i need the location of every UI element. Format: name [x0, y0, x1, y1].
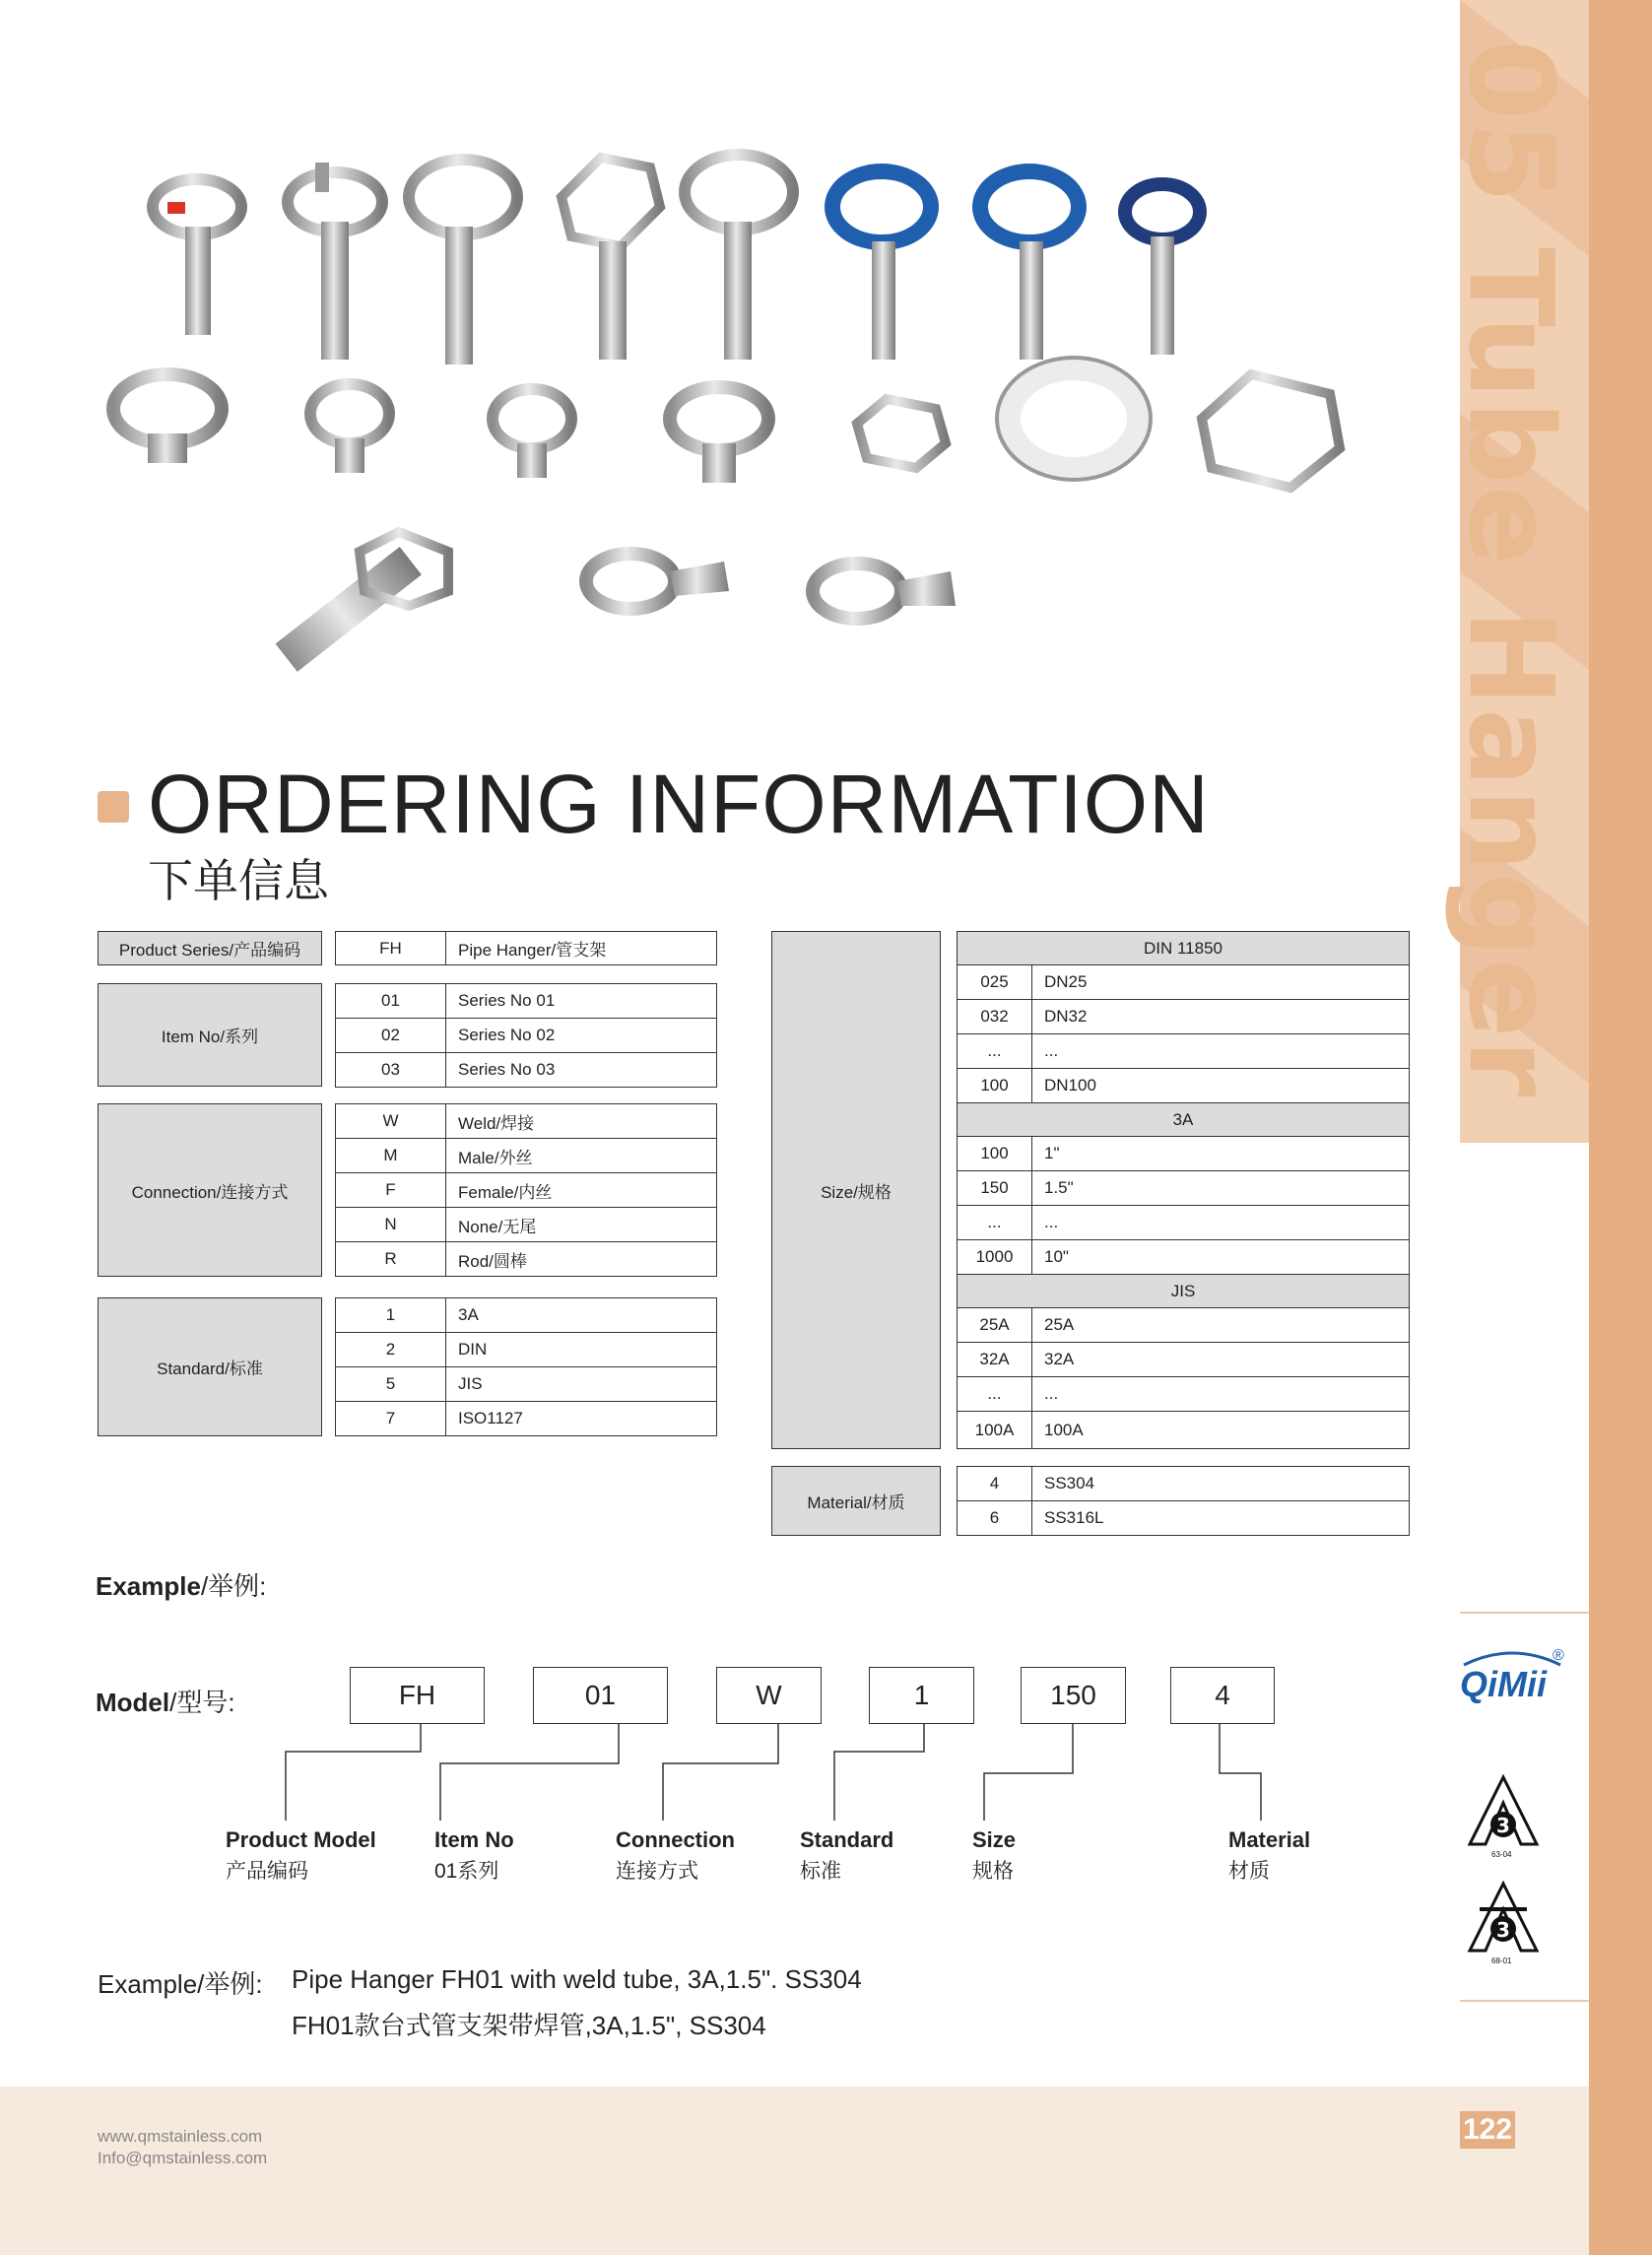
page-title: ORDERING INFORMATION	[148, 758, 1210, 850]
size-label: Size/规格	[771, 931, 941, 1449]
table-desc-cell: None/无尾	[445, 1207, 717, 1242]
table-code-cell: 032	[957, 999, 1032, 1034]
model-box-item: 01	[533, 1667, 668, 1724]
product-image	[310, 384, 389, 473]
product-image	[113, 374, 222, 463]
divider	[1460, 1612, 1589, 1614]
table-code-cell: R	[335, 1241, 446, 1277]
example-line-en: Pipe Hanger FH01 with weld tube, 3A,1.5". SS304	[292, 1964, 862, 1994]
footer-email[interactable]: Info@qmstainless.com	[98, 2149, 268, 2167]
product-image	[980, 171, 1079, 360]
table-code-cell: 03	[335, 1052, 446, 1088]
brand-logo: QiMii ®	[1460, 1647, 1564, 1704]
table-desc-cell: DN100	[1031, 1068, 1410, 1103]
caption-item-no: Item No 01系列	[434, 1827, 514, 1883]
product-photo-gallery	[89, 138, 1409, 690]
product-image	[685, 155, 793, 360]
product-image	[153, 179, 241, 335]
page-number: 122	[1460, 2111, 1515, 2149]
model-box-size: 150	[1021, 1667, 1126, 1724]
product-image	[276, 532, 448, 672]
table-code-cell: 32A	[957, 1342, 1032, 1377]
table-desc-cell: DN32	[1031, 999, 1410, 1034]
table-code-cell: N	[335, 1207, 446, 1242]
table-desc-cell: DN25	[1031, 964, 1410, 1000]
model-box-connection: W	[716, 1667, 822, 1724]
model-title: Model/型号:	[96, 1688, 235, 1717]
table-desc-cell: SS304	[1031, 1466, 1410, 1501]
product-image	[409, 160, 517, 365]
table-desc-cell: DIN	[445, 1332, 717, 1367]
example-label: Example/举例:	[98, 1969, 263, 1999]
heading-bullet	[98, 791, 129, 823]
table-desc-cell: Female/内丝	[445, 1172, 717, 1208]
connector-lines	[0, 1724, 1379, 1823]
table-desc-cell: 3A	[445, 1297, 717, 1333]
caption-standard: Standard 标准	[800, 1827, 894, 1883]
table-code-cell: W	[335, 1103, 446, 1139]
product-image	[857, 399, 946, 468]
table-code-cell: 1	[335, 1297, 446, 1333]
table-code-cell: 5	[335, 1366, 446, 1402]
example-line-zh: FH01款台式管支架带焊管,3A,1.5", SS304	[292, 2011, 766, 2040]
product-image	[288, 163, 382, 360]
table-desc-cell: ...	[1031, 1205, 1410, 1240]
3a-cert-icon: 3 63-04	[1464, 1773, 1543, 1862]
table-code-cell: 02	[335, 1018, 446, 1053]
caption-size: Size 规格	[972, 1827, 1017, 1883]
table-desc-cell: JIS	[445, 1366, 717, 1402]
table-code-cell: 100	[957, 1136, 1032, 1171]
table-desc-cell: 100A	[1031, 1411, 1410, 1449]
table-code-cell: 7	[335, 1401, 446, 1436]
product-image	[562, 158, 660, 360]
table-code-cell: ...	[957, 1205, 1032, 1240]
table-code-cell: 25A	[957, 1307, 1032, 1343]
svg-text:3: 3	[1496, 1918, 1510, 1942]
table-code-cell: 100	[957, 1068, 1032, 1103]
caption-connection: Connection 连接方式	[616, 1827, 735, 1883]
table-code-cell: 150	[957, 1170, 1032, 1206]
jis-header: JIS	[957, 1274, 1410, 1308]
table-code-cell: 025	[957, 964, 1032, 1000]
material-label: Material/材质	[771, 1466, 941, 1536]
series-code: FH	[335, 931, 446, 965]
table-code-cell: 1000	[957, 1239, 1032, 1275]
table-desc-cell: 1"	[1031, 1136, 1410, 1171]
footer-website[interactable]: www.qmstainless.com	[98, 2127, 263, 2146]
table-desc-cell: ...	[1031, 1376, 1410, 1412]
table-desc-cell: ...	[1031, 1033, 1410, 1069]
table-desc-cell: Weld/焊接	[445, 1103, 717, 1139]
model-box-standard: 1	[869, 1667, 974, 1724]
table-code-cell: 6	[957, 1500, 1032, 1536]
caption-material: Material 材质	[1228, 1827, 1311, 1883]
table-desc-cell: 10"	[1031, 1239, 1410, 1275]
connection-label: Connection/连接方式	[98, 1103, 322, 1277]
caption-product-model: Product Model 产品编码	[226, 1827, 376, 1883]
example-title: Example/举例:	[96, 1571, 267, 1601]
side-section-title: 05 Tube Hanger	[1443, 39, 1579, 1099]
table-desc-cell: Series No 03	[445, 1052, 717, 1088]
table-code-cell: 01	[335, 983, 446, 1019]
model-box-series: FH	[350, 1667, 485, 1724]
3a-header: 3A	[957, 1102, 1410, 1137]
table-desc-cell: SS316L	[1031, 1500, 1410, 1536]
table-desc-cell: 32A	[1031, 1342, 1410, 1377]
table-code-cell: 4	[957, 1466, 1032, 1501]
svg-text:3: 3	[1496, 1814, 1510, 1837]
product-image	[997, 358, 1151, 480]
3a-cert-icon: 3 68-01	[1464, 1880, 1543, 1968]
series-label: Product Series/产品编码	[98, 931, 322, 965]
product-image	[670, 387, 768, 483]
table-desc-cell: Series No 02	[445, 1018, 717, 1053]
item-label: Item No/系列	[98, 983, 322, 1087]
table-desc-cell: Male/外丝	[445, 1138, 717, 1173]
model-box-material: 4	[1170, 1667, 1275, 1724]
table-code-cell: ...	[957, 1033, 1032, 1069]
product-image	[1202, 374, 1340, 488]
divider	[1460, 2000, 1589, 2002]
product-image	[493, 389, 571, 478]
product-image	[813, 564, 956, 619]
table-code-cell: ...	[957, 1376, 1032, 1412]
table-code-cell: F	[335, 1172, 446, 1208]
table-desc-cell: Rod/圆棒	[445, 1241, 717, 1277]
product-image	[586, 554, 729, 609]
din-header: DIN 11850	[957, 931, 1410, 965]
product-image	[1125, 184, 1200, 355]
svg-text:QiMii: QiMii	[1460, 1664, 1547, 1704]
table-desc-cell: Series No 01	[445, 983, 717, 1019]
table-code-cell: 2	[335, 1332, 446, 1367]
table-code-cell: M	[335, 1138, 446, 1173]
product-image	[832, 171, 931, 360]
series-desc: Pipe Hanger/管支架	[445, 931, 717, 965]
table-desc-cell: ISO1127	[445, 1401, 717, 1436]
side-band	[1589, 0, 1652, 2255]
table-desc-cell: 25A	[1031, 1307, 1410, 1343]
page-subtitle: 下单信息	[148, 855, 329, 906]
table-desc-cell: 1.5"	[1031, 1170, 1410, 1206]
table-code-cell: 100A	[957, 1411, 1032, 1449]
footer	[0, 2087, 1589, 2255]
standard-label: Standard/标准	[98, 1297, 322, 1436]
